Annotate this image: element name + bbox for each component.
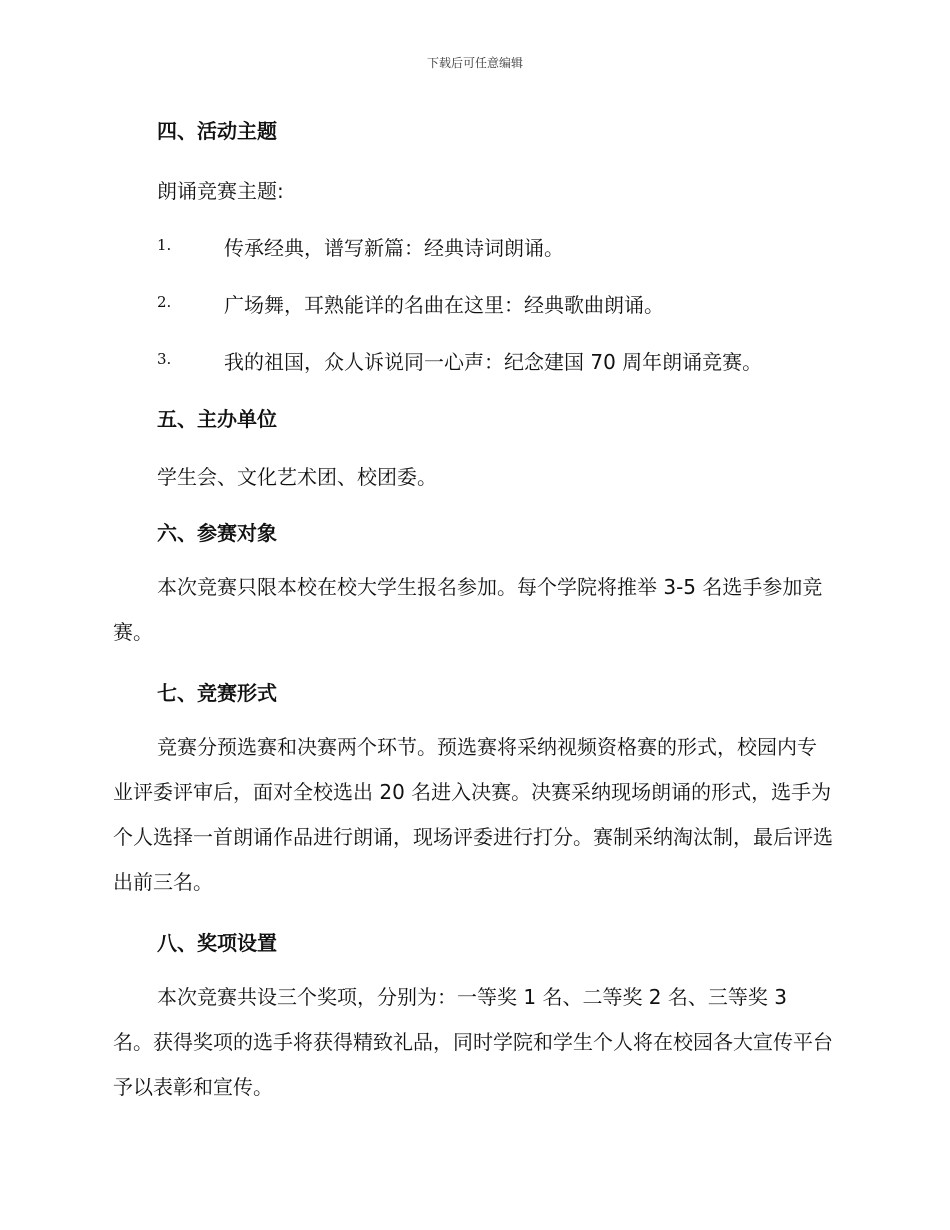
list-item-1: 传承经典，谱写新篇：经典诗词朗诵。 [224, 236, 564, 260]
awards-paragraph: 本次竞赛共设三个奖项，分别为：一等奖 1 名、二等奖 2 名、三等奖 3 名。获得奖项的选手将获得精致礼品，同时学院和学生个人将在校园各大宣传平台予以表彰和宣传。 [113, 985, 833, 1099]
participants-paragraph: 本次竞赛只限本校在校大学生报名参加。每个学院将推举 3-5 名选手参加竞赛。 [113, 575, 823, 644]
page-header-note: 下载后可任意编辑 [426, 56, 523, 70]
organizers-text: 学生会、文化艺术团、校团委。 [157, 465, 437, 489]
section-title-awards: 八、奖项设置 [157, 931, 277, 955]
section-title-participants: 六、参赛对象 [157, 521, 277, 545]
list-item-2: 广场舞，耳熟能详的名曲在这里：经典歌曲朗诵。 [224, 293, 664, 317]
list-item-3: 我的祖国，众人诉说同一心声：纪念建国 70 周年朗诵竞赛。 [224, 350, 763, 374]
list-number-1: 1. [157, 236, 172, 254]
section-title-organizers: 五、主办单位 [157, 407, 277, 431]
list-number-2: 2. [157, 293, 172, 311]
section-title-format: 七、竞赛形式 [157, 681, 277, 705]
theme-intro: 朗诵竞赛主题: [157, 179, 284, 203]
list-number-3: 3. [157, 350, 172, 368]
section-title-theme: 四、活动主题 [157, 119, 277, 143]
format-paragraph: 竞赛分预选赛和决赛两个环节。预选赛将采纳视频资格赛的形式，校园内专业评委评审后，面对全校选出 20 名进入决赛。决赛采纳现场朗诵的形式，选手为个人选择一首朗诵作品进行朗诵，现场评委进行打分。赛制采纳淘汰制，最后评选出前三名。 [113, 735, 833, 894]
